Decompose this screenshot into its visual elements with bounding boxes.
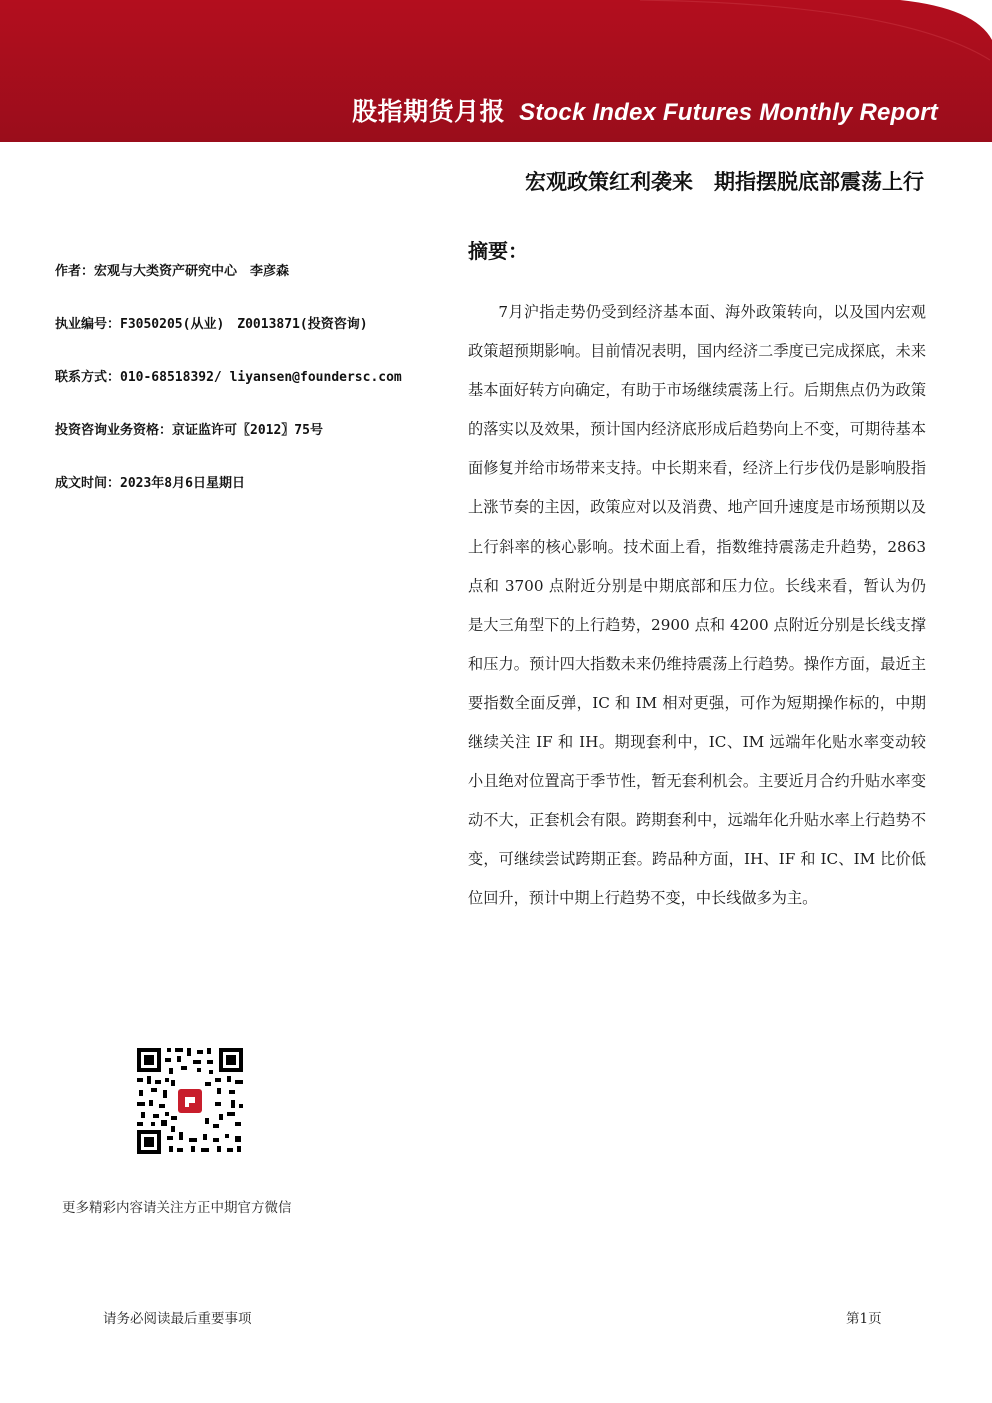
header-banner: [0, 0, 992, 142]
author-info: [55, 262, 435, 527]
abstract-heading: 摘要：: [468, 239, 528, 263]
qr-code-icon: [135, 1046, 245, 1156]
page-number: 第1页: [846, 1311, 882, 1327]
author-line: 作者：宏观与大类资产研究中心 李彦森: [55, 264, 290, 279]
license-number-line: 执业编号：F3050205(从业) Z0013871(投资咨询): [55, 317, 368, 332]
series-title-en: Stock Index Futures Monthly Report: [519, 99, 938, 126]
report-series-title: [352, 92, 938, 128]
date-line: 成文时间：2023年8月6日星期日: [55, 476, 245, 491]
series-title-cn: 股指期货月报: [352, 97, 506, 126]
qr-caption: 更多精彩内容请关注方正中期官方微信: [62, 1200, 292, 1216]
abstract-body: 7月沪指走势仍受到经济基本面、海外政策转向，以及国内宏观政策超预期影响。目前情况表明，国内经济二季度已完成探底，未来基本面好转方向确定，有助于市场继续震荡上行。后期焦点仍为政策的落实以及效果，预计国内经济底形成后趋势向上不变，可期待基本面修复并给市场带来支持。中长期来看，经济上行步伐仍是影响股指上涨节奏的主因，政策应对以及消费、地产回升速度是市场预期以及上行斜率的核心影响。技术面上看，指数维持震荡走升趋势，2863 点和 3700 点附近分别是中期底部和压力位。长线来看，暂认为仍是大三角型下的上行趋势，2900 点和 4200 点附近分别是长线支撑和压力。预计四大指数未来仍维持震荡上行趋势。操作方面，最近主要指数全面反弹，IC 和 IM 相对更强，可作为短期操作标的，中期继续关注 IF 和 IH。期现套利中，IC、IM 远端年化贴水率变动较小且绝对位置高于季节性，暂无套利机会。主要近月合约升贴水率变动不大，正套机会有限。跨期套利中，远端年化升贴水率上行趋势不变，可继续尝试跨期正套。跨品种方面，IH、IF 和 IC、IM 比价低位回升，预计中期上行趋势不变，中长线做多为主。: [468, 303, 926, 908]
report-title: 宏观政策红利袭来 期指摆脱底部震荡上行: [525, 170, 924, 194]
contact-line: 联系方式：010-68518392/ liyansen@foundersc.com: [55, 370, 402, 385]
footer-notice: 请务必阅读最后重要事项: [103, 1311, 252, 1327]
qualification-line: 投资咨询业务资格：京证监许可〖2012〗75号: [55, 423, 323, 438]
